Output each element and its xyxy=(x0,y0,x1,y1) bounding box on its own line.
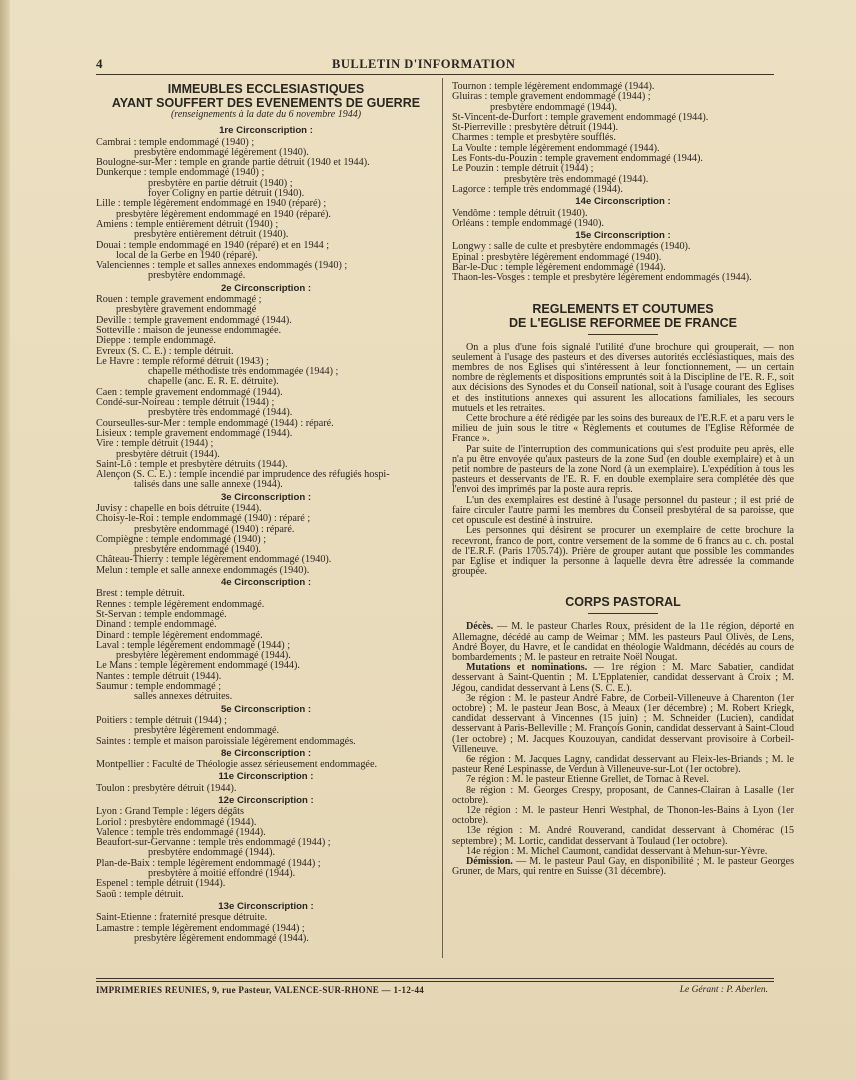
list-item: Lamastre : temple légèrement endommagé (1944) ; xyxy=(96,922,305,934)
list-item: Longwy : salle de culte et presbytère endommagés (1940). xyxy=(452,241,691,253)
header-rule xyxy=(96,74,774,75)
circonscription-heading: 5e Circonscription : xyxy=(220,703,312,715)
reglements-title-line2: DE L'EGLISE REFORMEE DE FRANCE xyxy=(509,315,737,330)
list-item: Vire : temple détruit (1944) ; xyxy=(96,438,214,450)
list-item: Espenel : temple détruit (1944). xyxy=(96,878,226,890)
damage-list xyxy=(96,126,436,944)
list-item-continuation: presbytère légèrement endommagé en 1940 (réparé). xyxy=(116,208,331,220)
list-item: Boulogne-sur-Mer : temple en grande partie détruit (1940 et 1944). xyxy=(96,157,370,169)
list-item-continuation: presbytère entièrement détruit (1940). xyxy=(134,229,289,241)
corps-pastoral-body xyxy=(452,622,794,877)
list-item: Tournon : temple légèrement endommagé (1944). xyxy=(452,81,655,92)
article-subtitle: (renseignements à la date du 6 novembre 1944) xyxy=(170,109,362,120)
section-rule xyxy=(588,613,658,614)
list-item: Gluiras : temple gravement endommagé (1944) ; xyxy=(452,91,651,103)
list-item-continuation: talisés dans une salle annexe (1944). xyxy=(134,479,283,491)
list-item: Caen : temple gravement endommagé (1944). xyxy=(96,386,283,398)
paragraph-text: — 1re région : M. Marc Sabatier, candidat desservant à Saint-Quentin ; M. L'Epplatenier, candidat desservant à Croix ; M. Jégou, candidat desservant à Lens (S. C. E.). xyxy=(452,662,794,694)
list-item: Le Mans : temple légèrement endommagé (1944). xyxy=(96,660,300,672)
list-item-continuation: presbytère légèrement endommagé (1944). xyxy=(116,650,291,662)
paragraph-text: 8e région : M. Georges Crespy, proposant, de Cannes-Clairan à Lasalle (1er octobre). xyxy=(452,784,794,806)
list-item-continuation: presbytère détruit (1944). xyxy=(116,448,220,460)
circonscription-heading: 1re Circonscription : xyxy=(219,125,313,137)
running-header: BULLETIN D'INFORMATION xyxy=(332,57,516,71)
paragraph xyxy=(452,663,794,694)
paragraph xyxy=(452,694,794,755)
section-rule xyxy=(588,334,658,335)
circonscription-heading: 11e Circonscription : xyxy=(218,771,314,783)
list-item: Beaufort-sur-Gervanne : temple très endommagé (1944) ; xyxy=(96,837,331,849)
left-column xyxy=(96,82,436,944)
page-binding-edge xyxy=(0,0,10,1080)
list-item-continuation: presbytère endommagé (1944). xyxy=(148,847,276,859)
paragraph: On a plus d'une fois signalé l'utilité d'une brochure qui grouperait, — non seulement à l'usage des pasteurs et des diverses autorités ecclésiastiques, mais des membres de nos Eglises qui s'intéressent à leur fonctionnement, — un certain nombre de règlements et dispositions empruntés soit à la Discipline de l'E. R. F., soit aux décisions des Synodes et du Conseil national, soit à l'usage courant des Eglises et des institutions annexes qui assurent les allocations familiales, les secours mutuels et les retraites. xyxy=(452,341,794,414)
list-item: Plan-de-Baix : temple légèrement endommagé (1944) ; xyxy=(96,857,321,869)
paragraph-text: — M. le pasteur Paul Gay, en disponibilité ; M. le pasteur Georges Gruner, de Mars, qui rentre en Suisse (31 décembre). xyxy=(452,855,794,878)
circonscription-heading: 15e Circonscription : xyxy=(575,230,671,242)
list-item-continuation: presbytère en partie détruit (1940) ; xyxy=(148,177,293,189)
circonscription-heading: 13e Circonscription : xyxy=(218,900,314,912)
list-item: Château-Thierry : temple légèrement endommagé (1940). xyxy=(96,554,332,566)
circonscription-heading: 3e Circonscription : xyxy=(220,491,312,503)
list-item: Valenciennes : temple et salles annexes endommagés (1940) ; xyxy=(96,260,348,272)
list-item: Vendôme : temple détruit (1940). xyxy=(452,207,588,219)
list-item: Compiègne : temple endommagé (1940) ; xyxy=(96,533,267,545)
printer-imprint: IMPRIMERIES REUNIES, 9, rue Pasteur, VALENCE-SUR-RHONE — 1-12-44 xyxy=(96,985,425,995)
list-item: Bar-le-Duc : temple légèrement endommagé (1944). xyxy=(452,262,666,274)
list-item-continuation: chapelle méthodiste très endommagée (1944) ; xyxy=(148,366,339,378)
corps-pastoral-title: CORPS PASTORAL xyxy=(565,595,681,610)
paragraph-lead: Démission. xyxy=(466,855,513,867)
list-item: Brest : temple détruit. xyxy=(96,588,185,600)
list-item: Rennes : temple légèrement endommagé. xyxy=(96,598,265,610)
list-item: Les Fonts-du-Pouzin : temple gravement endommagé (1944). xyxy=(452,153,703,165)
list-item: Alençon (S. C. E.) : temple incendié par imprudence des réfugiés hospi- xyxy=(96,469,390,481)
paragraph xyxy=(452,806,794,826)
list-item: Loriol : presbytère endommagé (1944). xyxy=(96,816,257,828)
list-item-continuation: salles annexes détruites. xyxy=(134,691,233,703)
list-item: Lyon : Grand Temple : légers dégâts xyxy=(96,806,244,818)
paragraph-text: 12e région : M. le pasteur Henri Westphal, de Thonon-les-Bains à Lyon (1er octobre). xyxy=(452,804,794,827)
list-item: Deville : temple gravement endommagé (1944). xyxy=(96,314,292,326)
paragraph: L'un des exemplaires est destiné à l'usage personnel du pasteur ; il est prié de faire circuler l'autre parmi les membres du Conseil presbytéral de sa paroisse, que cet opuscule est destiné à instruire. xyxy=(452,494,794,527)
list-item: Nantes : temple détruit (1944). xyxy=(96,670,222,682)
list-item-continuation: presbytère gravement endommagé xyxy=(116,304,257,316)
paragraph xyxy=(452,826,794,846)
paragraph xyxy=(452,622,794,663)
page-number: 4 xyxy=(96,56,103,71)
circonscription-heading: 14e Circonscription : xyxy=(575,196,671,208)
list-item: Saint-Etienne : fraternité presque détruite. xyxy=(96,912,268,924)
list-item: Dieppe : temple endommagé. xyxy=(96,335,216,347)
circonscription-heading: 2e Circonscription : xyxy=(220,282,312,294)
footer-rule-thin xyxy=(96,981,774,982)
paragraph-text: 13e région : M. André Rouverand, candidat desservant à Chomérac (15 septembre) ; M. Lortic, candidat desservant à Toulaud (1er octobre). xyxy=(452,825,794,847)
list-item: Dinand : temple endommagé. xyxy=(96,619,217,631)
list-item: Melun : temple et salle annexe endommagés (1940). xyxy=(96,564,310,576)
list-item-continuation: local de la Gerbe en 1940 (réparé). xyxy=(116,249,258,261)
paragraph xyxy=(452,755,794,775)
list-item: Epinal : presbytère légèrement endommagé (1940). xyxy=(452,251,662,263)
list-item-continuation: presbytère légèrement endommagé (1944). xyxy=(134,932,309,944)
paragraph-text: 3e région : M. le pasteur André Fabre, de Corbeil-Villeneuve à Charenton (1er octobre) ; M. le pasteur Jean Bosc, à Meaux (1er décembre) ; M. Robert Kriegk, candidat desservant à Vincennes (15 juin) ; M. Schneider (Lucien), candidat desservant à Paris-Belleville ; M. François Gonin, candidat desservant à Saint-Cloud (1er octobre) ; M. Jacques Kouzouyan, candidat desservant provisoire à Corbeil-Villeneuve. xyxy=(452,692,794,755)
list-item: Charmes : temple et presbytère soufflés. xyxy=(452,132,616,144)
paragraph-lead: Mutations et nominations. xyxy=(466,662,588,674)
list-item-continuation: presbytère endommagé (1940) : réparé. xyxy=(134,523,295,535)
list-item: Orléans : temple endommagé (1940). xyxy=(452,217,604,229)
list-item: Le Havre : temple réformé détruit (1943) ; xyxy=(96,355,269,367)
paragraph: Par suite de l'interruption des communications qui s'est produite peu après, elle n'a pu être envoyée qu'aux pasteurs de la zone Sud (en double exemplaire) et à un petit nombre de pasteurs de la zone Nord (à un exemplaire). L'expédition à tous les pasteurs et desservants de l'E. R. F. en double exemplaire sera complétée dès que l'envoi des imprimés par la poste aura repris. xyxy=(452,443,794,496)
paragraph: Cette brochure a été rédigée par les soins des bureaux de l'E.R.F. et a paru vers le milieu de juin sous le titre « Règlements et coutumes de l'Eglise Réformée de France ». xyxy=(452,413,794,445)
list-item-continuation: presbytère légèrement endommagé. xyxy=(134,725,280,737)
article-title-line2: AYANT SOUFFERT DES EVENEMENTS DE GUERRE xyxy=(111,96,421,110)
list-item: Saumur : temple endommagé ; xyxy=(96,681,222,693)
list-item-continuation: foyer Coligny en partie détruit (1940). xyxy=(148,188,305,200)
article-title-line1: IMMEUBLES ECCLESIASTIQUES xyxy=(167,82,365,96)
list-item: St-Vincent-de-Durfort : temple gravement endommagé (1944). xyxy=(452,111,709,123)
list-item: St-Pierreville : presbytère détruit (1944). xyxy=(452,122,619,134)
list-item: Saint-Lô : temple et presbytère détruits (1944). xyxy=(96,458,288,470)
list-item: Condé-sur-Noireau : temple détruit (1944) ; xyxy=(96,397,275,409)
list-item: Saintes : temple et maison paroissiale légèrement endommagés. xyxy=(96,735,356,747)
column-divider xyxy=(442,78,443,958)
reglements-title-line1: REGLEMENTS ET COUTUMES xyxy=(532,301,714,316)
list-item-continuation: presbytère très endommagé (1944). xyxy=(148,407,293,419)
list-item-continuation: presbytère endommagé légèrement (1940). xyxy=(134,146,309,158)
list-item: Thaon-les-Vosges : temple et presbytère légèrement endommagés (1944). xyxy=(452,272,752,284)
list-item: Choisy-le-Roi : temple endommagé (1940) : réparé ; xyxy=(96,513,311,525)
list-item: Toulon : presbytère détruit (1944). xyxy=(96,782,237,794)
right-column xyxy=(452,82,794,877)
reglements-body xyxy=(452,343,794,578)
list-item: Lagorce : temple très endommagé (1944). xyxy=(452,183,623,195)
paragraph: Les personnes qui désirent se procurer un exemplaire de cette brochure la recevront, franco de port, contre versement de la somme de 6 francs au c. ch. postal de l'E.R.F. (Paris 1705.74)). Prière de grouper autant que possible les commandes par Eglise et indiquer la personne à laquelle devra être adressée la commande groupée. xyxy=(452,525,794,578)
list-item: Poitiers : temple détruit (1944) ; xyxy=(96,714,227,726)
damage-list-continued xyxy=(452,82,794,284)
list-item-continuation: presbytère endommagé (1944). xyxy=(490,101,618,113)
list-item: Rouen : temple gravement endommagé ; xyxy=(96,294,262,306)
manager-signature-line: Le Gérant : P. Aberlen. xyxy=(679,985,768,995)
list-item: Dinard : temple légèrement endommagé. xyxy=(96,629,263,641)
list-item: Douai : temple endommagé en 1940 (réparé) et en 1944 ; xyxy=(96,239,330,251)
paragraph-text: — M. le pasteur Charles Roux, président de la 11e région, déporté en Allemagne, décédé au camp de Weimar ; MM. les pasteurs Paul Olivès, de Lens, André Boyer, du Havre, et le candidat en théologie Waldmann, décédés au cours de bombardements ; M. le pasteur en retraite Noël Nougat. xyxy=(452,621,794,663)
list-item-continuation: presbytère à moitié effondré (1944). xyxy=(148,868,296,880)
paragraph xyxy=(452,857,794,877)
list-item: Sotteville : maison de jeunesse endommagée. xyxy=(96,324,282,336)
circonscription-heading: 8e Circonscription : xyxy=(220,747,312,759)
list-item: Courseulles-sur-Mer : temple endommagé (1944) : réparé. xyxy=(96,417,334,429)
list-item: Le Pouzin : temple détruit (1944) ; xyxy=(452,163,594,175)
list-item: Saoû : temple détruit. xyxy=(96,888,184,900)
paragraph-text: 6e région : M. Jacques Lagny, candidat desservant au Fleix-les-Briands ; M. le pasteur René Lespinasse, de Verdun à Villeneuve-sur-Lot (1er octobre). xyxy=(452,753,794,776)
list-item: St-Servan : temple endommagé. xyxy=(96,608,227,620)
list-item: Montpellier : Faculté de Théologie assez sérieusement endommagée. xyxy=(96,759,378,771)
list-item: Dunkerque : temple endommagé (1940) ; xyxy=(96,167,265,179)
paragraph-text: 7e région : M. le pasteur Etienne Grellet, de Tornac à Revel. xyxy=(466,774,709,786)
list-item: Juvisy : chapelle en bois détruite (1944). xyxy=(96,502,262,514)
paragraph-text: 14e région : M. Michel Caumont, candidat desservant à Mehun-sur-Yèvre. xyxy=(466,845,768,857)
list-item: La Voulte : temple légèrement endommagé (1944). xyxy=(452,142,660,154)
paragraph-lead: Décès. xyxy=(466,621,494,633)
circonscription-heading: 12e Circonscription : xyxy=(218,795,314,806)
list-item: Lisieux : temple gravement endommagé (1944). xyxy=(96,427,293,439)
paragraph xyxy=(452,786,794,806)
footer-rule xyxy=(96,978,774,979)
list-item: Evreux (S. C. E.) : temple détruit. xyxy=(96,345,234,357)
list-item-continuation: chapelle (anc. E. R. E. détruite). xyxy=(148,376,279,388)
list-item: Lille : temple légèrement endommagé en 1940 (réparé) ; xyxy=(96,198,327,210)
list-item-continuation: presbytère endommagé (1940). xyxy=(134,544,262,556)
list-item: Cambrai : temple endommagé (1940) ; xyxy=(96,136,255,148)
list-item: Valence : temple très endommagé (1944). xyxy=(96,826,266,838)
circonscription-heading: 4e Circonscription : xyxy=(220,577,312,589)
list-item: Amiens : temple entièrement détruit (1940) ; xyxy=(96,218,279,230)
list-item-continuation: presbytère endommagé. xyxy=(148,270,246,282)
list-item-continuation: presbytère très endommagé (1944). xyxy=(504,173,649,185)
list-item: Laval : temple légèrement endommagé (1944) ; xyxy=(96,639,291,651)
